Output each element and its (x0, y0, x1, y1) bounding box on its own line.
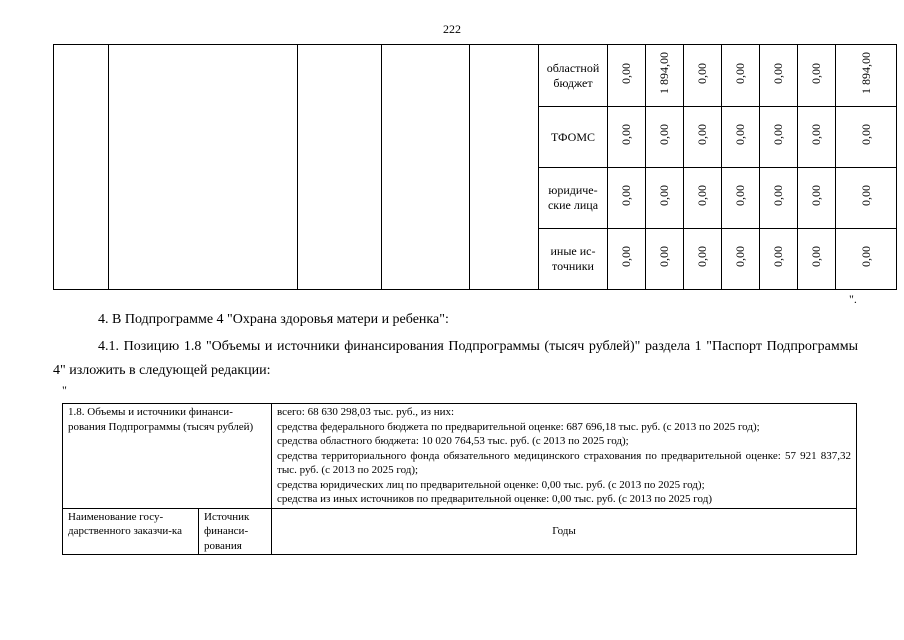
funding-value-cell (684, 45, 722, 107)
empty-cell (54, 45, 109, 290)
funding-row (54, 45, 897, 107)
funding-value-cell (608, 45, 646, 107)
funding-value: 0,00 (657, 124, 671, 145)
funding-value-cell (608, 229, 646, 290)
funding-value-cell (798, 107, 836, 168)
financing-line: средства юридических лиц по предварительной оценке: 0,00 тыс. руб. (с 2013 по 2025 год); (277, 478, 705, 491)
funding-value: 0,00 (695, 62, 709, 84)
funding-value: 0,00 (657, 185, 671, 206)
header-customer: Наименование госу-дарственного заказчи-ка (63, 508, 199, 555)
funding-value: 0,00 (809, 62, 823, 84)
funding-value-cell (760, 168, 798, 229)
funding-value-cell (722, 168, 760, 229)
funding-value-cell (798, 229, 836, 290)
funding-source: областной бюджет (539, 45, 608, 107)
funding-value-cell (836, 168, 897, 229)
funding-value-cell (722, 229, 760, 290)
funding-value-cell (836, 107, 897, 168)
funding-value-cell (836, 229, 897, 290)
funding-value: 0,00 (858, 185, 873, 206)
empty-cell (470, 45, 539, 290)
empty-cell (298, 45, 382, 290)
funding-value: 0,00 (733, 62, 747, 84)
funding-source: юридиче-ские лица (539, 168, 608, 229)
funding-value: 0,00 (809, 246, 823, 267)
header-years: Годы (272, 508, 857, 555)
funding-value-cell (760, 45, 798, 107)
funding-value: 0,00 (858, 246, 873, 267)
page-number: 222 (443, 22, 461, 36)
funding-value: 0,00 (771, 185, 785, 206)
financing-line: средства из иных источников по предварительной оценке: 0,00 тыс. руб. (с 2013 по 2025 год) (277, 493, 712, 505)
funding-value: 0,00 (619, 246, 633, 267)
funding-value-cell (798, 168, 836, 229)
funding-value: 0,00 (858, 124, 873, 145)
funding-value-cell (760, 107, 798, 168)
passport-financing-row (63, 404, 857, 509)
funding-value: 0,00 (771, 62, 785, 84)
paragraph-position-1-8: 4.1. Позицию 1.8 "Объемы и источники финансирования Подпрограммы (тысяч рублей)" раздела 1 "Паспорт Подпрограммы 4" изложить в следующей редакции: (53, 339, 858, 378)
funding-value: 0,00 (695, 185, 709, 206)
financing-line: средства территориального фонда обязательного медицинского страхования по предварительной оценке: 57 921 837,32 тыс. руб. (с 2013 по 2025 год); (277, 449, 852, 476)
funding-value: 0,00 (695, 124, 709, 145)
paragraph-subprogram-4: 4. В Подпрограмме 4 "Охрана здоровья матери и ребенка": (98, 312, 449, 327)
funding-value-cell (722, 45, 760, 107)
funding-value: 0,00 (733, 185, 747, 206)
funding-value-cell (646, 107, 684, 168)
financing-line: всего: 68 630 298,03 тыс. руб., из них: (277, 406, 455, 418)
funding-value: 0,00 (771, 124, 785, 145)
funding-value: 0,00 (809, 185, 823, 206)
funding-value: 0,00 (619, 62, 633, 84)
funding-value-cell (646, 229, 684, 290)
funding-value: 0,00 (733, 246, 747, 267)
passport-header-row (63, 508, 857, 555)
header-source: Источник финанси-рования (199, 508, 272, 555)
opening-quote: " (62, 383, 67, 397)
passport-table (62, 403, 857, 555)
empty-cell (109, 45, 298, 290)
funding-value-cell (608, 168, 646, 229)
funding-source: иные ис-точники (539, 229, 608, 290)
funding-value: 0,00 (657, 246, 671, 267)
funding-value: 1 894,00 (657, 52, 671, 94)
empty-cell (382, 45, 470, 290)
funding-value: 0,00 (809, 124, 823, 145)
funding-value: 0,00 (733, 124, 747, 145)
funding-value: 0,00 (619, 185, 633, 206)
funding-table (53, 44, 897, 290)
funding-value-cell (646, 45, 684, 107)
funding-value-cell (684, 168, 722, 229)
funding-value-cell (722, 107, 760, 168)
funding-value: 1 894,00 (858, 52, 873, 94)
funding-value-cell (684, 107, 722, 168)
funding-value-cell (760, 229, 798, 290)
passport-financing-text (272, 404, 857, 509)
funding-value: 0,00 (771, 246, 785, 267)
financing-line: средства федерального бюджета по предварительной оценке: 687 696,18 тыс. руб. (с 2013 по 2025 год); (277, 420, 760, 433)
closing-quote: ". (849, 292, 857, 306)
funding-value-cell (684, 229, 722, 290)
funding-source: ТФОМС (539, 107, 608, 168)
funding-value-cell (608, 107, 646, 168)
funding-value-cell (798, 45, 836, 107)
passport-label: 1.8. Объемы и источники финанси-рования Подпрограммы (тысяч рублей) (63, 404, 272, 509)
funding-value: 0,00 (695, 246, 709, 267)
financing-line: средства областного бюджета: 10 020 764,53 тыс. руб. (с 2013 по 2025 год); (277, 435, 629, 447)
funding-value-cell (836, 45, 897, 107)
funding-value-cell (646, 168, 684, 229)
funding-value: 0,00 (619, 124, 633, 145)
